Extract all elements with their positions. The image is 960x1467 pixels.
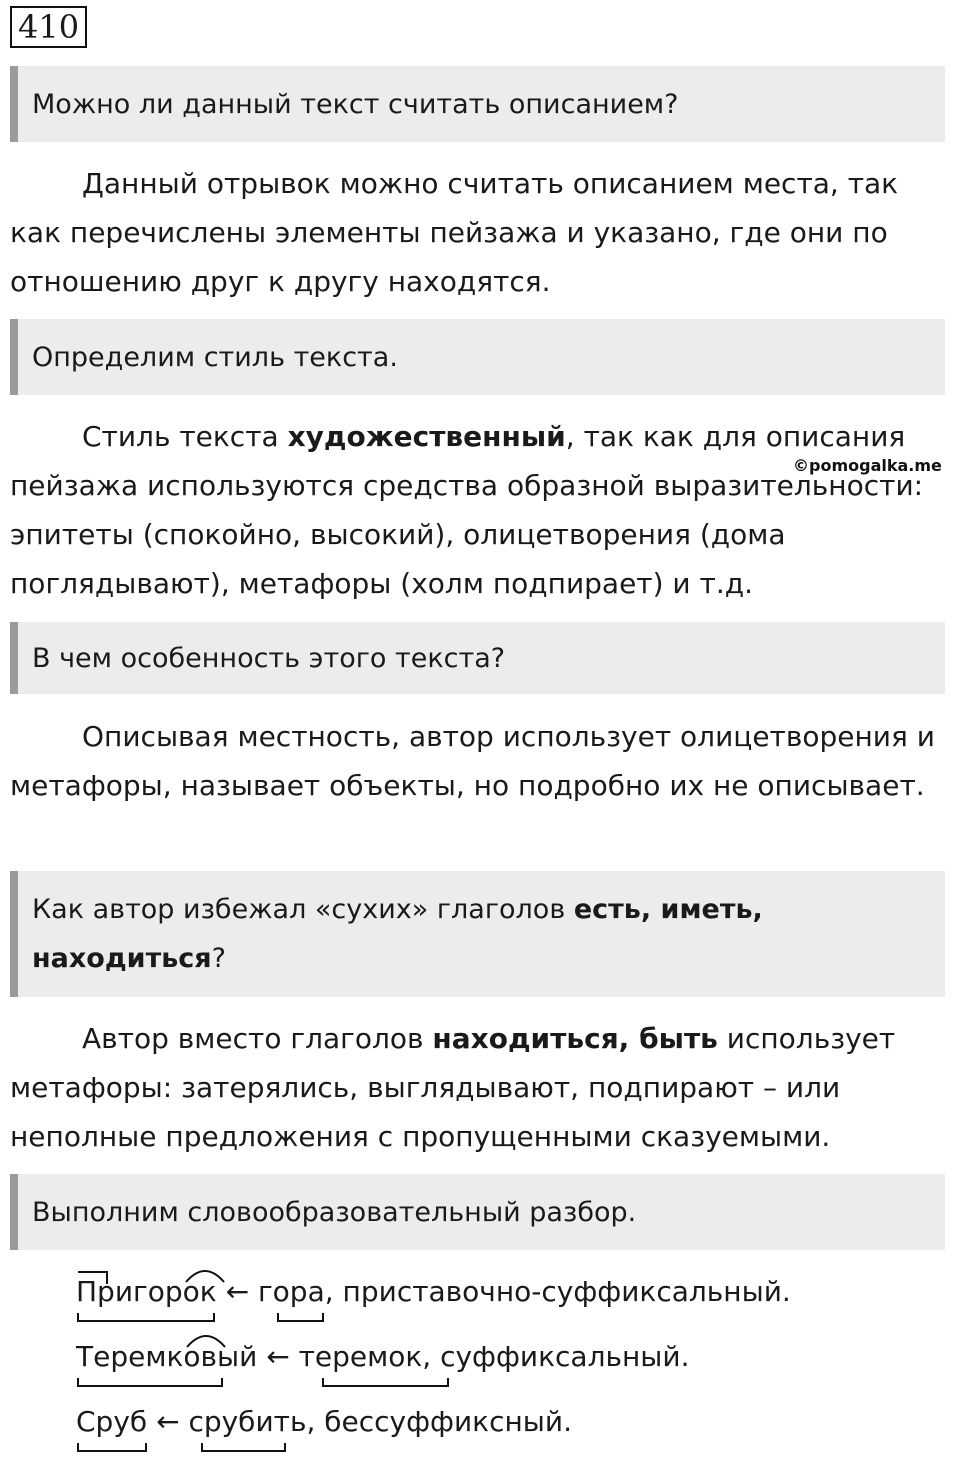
derivation-type-2: , суффиксальный. — [422, 1340, 690, 1373]
derived-word-3: Сруб — [76, 1405, 148, 1438]
arrow-left-icon: ← — [147, 1405, 189, 1438]
task-number: 410 — [10, 6, 87, 48]
derivation-line-1 — [76, 1272, 791, 1312]
question-text-5: Выполним словообразовательный разбор. — [32, 1196, 637, 1228]
source-word-2: теремок — [298, 1340, 423, 1373]
answer-paragraph-3 — [10, 712, 950, 810]
question-block-3 — [10, 622, 945, 694]
source-word-3: срубить — [188, 1405, 307, 1438]
answer-text-4-bold: находиться, быть — [432, 1022, 718, 1055]
question-block-2 — [10, 319, 945, 395]
base-mark-icon — [78, 1313, 214, 1321]
base-mark-icon — [202, 1443, 285, 1451]
derivation-type-3: , бессуффиксный. — [306, 1405, 573, 1438]
answer-paragraph-4 — [10, 1014, 950, 1161]
answer-text-2-post: , так как для описания пейзажа используются средства образной выразительности: эпитеты (спокойно, высокий), олицетворения (дома поглядывают), метафоры (холм подпирает) и т.д. — [10, 420, 924, 600]
arrow-left-icon: ← — [216, 1275, 258, 1308]
answer-text-4-pre: Автор вместо глаголов — [82, 1022, 433, 1055]
derivation-line-3 — [76, 1402, 572, 1442]
question-block-5 — [10, 1174, 945, 1250]
question-text-3: В чем особенность этого текста? — [32, 642, 506, 674]
answer-text-2-bold: художественный — [287, 420, 566, 453]
watermark: ©pomogalka.me — [793, 456, 942, 475]
base-mark-icon — [323, 1378, 448, 1386]
base-mark-icon — [78, 1378, 222, 1386]
base-mark-icon — [78, 1443, 146, 1451]
answer-text-2-pre: Стиль текста — [82, 420, 288, 453]
question-block-1 — [10, 66, 945, 142]
answer-text-4-post: использует метафоры: затерялись, выглядывают, подпирают – или неполные предложения с пропущенными сказуемыми. — [10, 1022, 896, 1153]
derivation-type-1: , приставочно-суффиксальный. — [324, 1275, 791, 1308]
question-text-2: Определим стиль текста. — [32, 341, 398, 373]
answer-paragraph-2 — [10, 412, 950, 608]
question-block-4 — [10, 871, 945, 997]
base-mark-icon — [278, 1313, 323, 1321]
derived-word-2: Теремковый — [76, 1340, 258, 1373]
derived-word-1: Пригорок — [76, 1275, 217, 1308]
question-text-4: Как автор избежал «сухих» глаголов есть, иметь, находиться? — [32, 894, 763, 974]
arrow-left-icon: ← — [257, 1340, 299, 1373]
source-word-1: гора — [257, 1275, 325, 1308]
answer-text-3: Описывая местность, автор использует олицетворения и метафоры, называет объекты, но подробно их не описывает. — [10, 720, 935, 802]
derivation-line-2 — [76, 1337, 690, 1377]
question-text-1: Можно ли данный текст считать описанием? — [32, 88, 679, 120]
answer-text-1: Данный отрывок можно считать описанием места, так как перечислены элементы пейзажа и указано, где они по отношению друг к другу находятся. — [10, 167, 899, 298]
answer-paragraph-1 — [10, 159, 950, 306]
